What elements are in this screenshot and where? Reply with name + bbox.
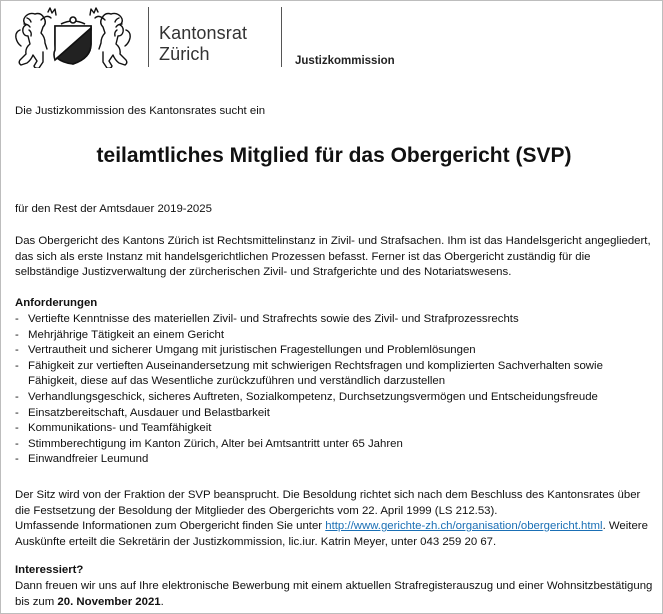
list-bullet: - bbox=[15, 344, 19, 357]
court-description: Das Obergericht des Kantons Zürich ist Rechtsmittelinstanz in Zivil- und Strafsachen. Ihm ist das Handelsgericht angegliedert, das sich als erste Instanz mit handelsgerichtlichen Prozessen befasst. Ferner ist das Obergericht zuständig für die selbständige Justizverwaltung der zürcherischen Zivil- und Strafgerichte und des Notariatswesens. bbox=[15, 235, 651, 279]
obergericht-link[interactable]: http://www.gerichte-zh.ch/organisation/obergericht.html bbox=[325, 520, 603, 532]
department-name: Justizkommission bbox=[295, 55, 395, 67]
requirements-list bbox=[15, 312, 655, 468]
requirement-item bbox=[15, 343, 655, 359]
seat-and-salary-text: Der Sitz wird von der Fraktion der SVP beansprucht. Die Besoldung richtet sich nach dem Beschluss des Kantonsrates über die Festsetzung der Besoldung der Mitglieder des Obergerichts vom 22. April 1999 (LS 212.53). bbox=[15, 489, 641, 517]
term-text: für den Rest der Amtsdauer 2019-2025 bbox=[15, 203, 212, 215]
requirement-item bbox=[15, 421, 655, 437]
requirement-text: Einsatzbereitschaft, Ausdauer und Belastbarkeit bbox=[28, 406, 270, 419]
requirement-item bbox=[15, 452, 655, 468]
list-bullet: - bbox=[15, 359, 19, 372]
job-title: teilamtliches Mitglied für das Obergericht (SVP) bbox=[96, 144, 572, 167]
requirement-item bbox=[15, 406, 655, 422]
info-text-after: . Weitere Auskünfte erteilt die Sekretärin der Justizkommission, lic.iur. Katrin Meyer, unter 043 259 20 67. bbox=[15, 520, 648, 548]
institution-line-2: Zürich bbox=[159, 44, 210, 64]
requirement-text: Vertiefte Kenntnisse des materiellen Zivil- und Strafrechts sowie des Zivil- und Strafprozessrechts bbox=[28, 313, 519, 325]
information-text bbox=[15, 519, 655, 550]
info-text-before: Umfassende Informationen zum Obergericht finden Sie unter bbox=[15, 520, 326, 532]
list-bullet: - bbox=[15, 453, 19, 466]
requirement-text: Einwandfreier Leumund bbox=[28, 453, 149, 466]
header-divider bbox=[148, 7, 149, 67]
list-bullet: - bbox=[15, 437, 19, 450]
requirement-text: Verhandlungsgeschick, sicheres Auftreten, Sozialkompetenz, Durchsetzungsvermögen und Entscheidungsfreude bbox=[28, 390, 598, 403]
requirement-text: Vertrautheit und sicherer Umgang mit juristischen Fragestellungen und Problemlösungen bbox=[28, 344, 476, 357]
application-end: . bbox=[160, 595, 164, 608]
requirement-text: Kommunikations- und Teamfähigkeit bbox=[28, 422, 212, 435]
requirement-item bbox=[15, 312, 655, 328]
requirement-item bbox=[15, 359, 655, 390]
requirements-heading: Anforderungen bbox=[15, 297, 98, 309]
list-bullet: - bbox=[15, 328, 19, 341]
list-bullet: - bbox=[15, 390, 19, 403]
page-header bbox=[1, 1, 663, 81]
requirement-text: Stimmberechtigung im Kanton Zürich, Alter bei Amtsantritt unter 65 Jahren bbox=[28, 437, 403, 450]
requirement-text: Fähigkeit zur vertieften Auseinandersetzung mit schwierigen Rechtsfragen und komplizierten Sachverhalten sowie Fähigkeit, diese auf das Wesentliche zurückzuführen und verständlich darzustellen bbox=[28, 359, 603, 388]
intro-text: Die Justizkommission des Kantonsrates sucht ein bbox=[15, 105, 266, 117]
institution-line-1: Kantonsrat bbox=[159, 23, 248, 43]
institution-name bbox=[159, 23, 247, 65]
application-instructions: Dann freuen wir uns auf Ihre elektronische Bewerbung mit einem aktuellen Strafregisterauszug und einer Wohnsitzbestätigung bis zum bbox=[15, 580, 653, 608]
interested-heading: Interessiert? bbox=[15, 564, 84, 576]
requirement-text: Mehrjährige Tätigkeit an einem Gericht bbox=[28, 328, 225, 341]
application-deadline: 20. November 2021 bbox=[57, 595, 161, 608]
requirement-item bbox=[15, 328, 655, 344]
list-bullet: - bbox=[15, 406, 19, 419]
list-bullet: - bbox=[15, 313, 19, 325]
list-bullet: - bbox=[15, 422, 19, 435]
requirement-item bbox=[15, 390, 655, 406]
header-divider bbox=[281, 7, 282, 67]
zurich-coat-of-arms-logo bbox=[15, 6, 131, 68]
application-text bbox=[15, 579, 660, 610]
requirement-item bbox=[15, 437, 655, 453]
